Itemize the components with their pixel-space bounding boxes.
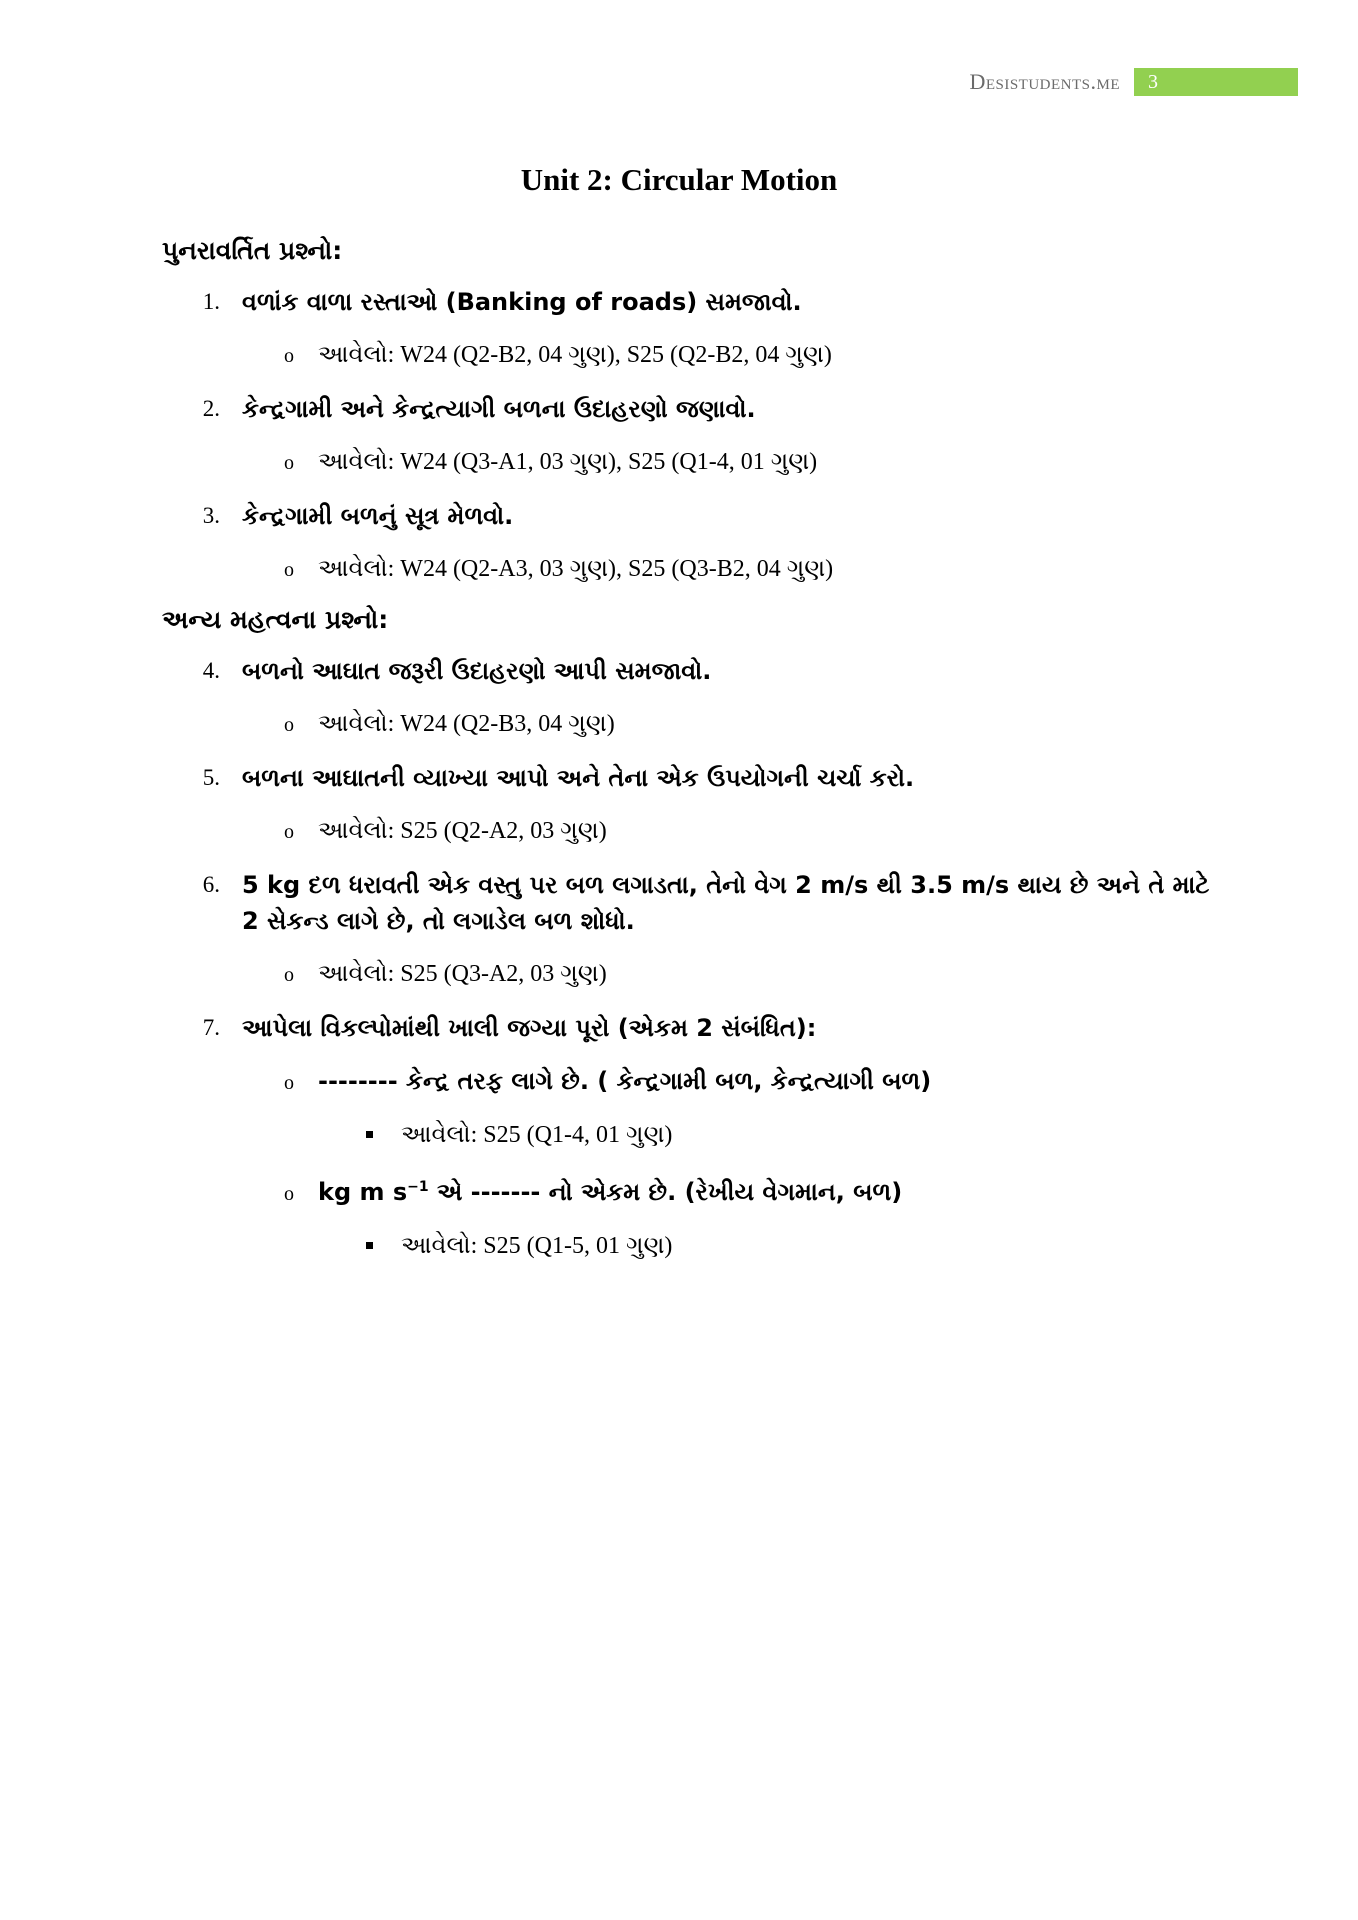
blank-text [318,1170,902,1209]
question-text: બળનો આઘાત જરૂરી ઉદાહરણો આપી સમજાવો. [242,657,712,685]
circle-bullet-icon: o [284,1072,294,1094]
circle-bullet-icon: o [284,821,294,843]
asked-text: આવેલો: S25 (Q1-4, 01 ગુણ) [401,1122,673,1148]
circle-bullet-icon: o [284,559,294,581]
page-number: 3 [1134,68,1298,96]
site-name: Desistudents.me [969,69,1120,94]
question-item [162,653,1222,689]
question-text: વળાંક વાળા રસ્તાઓ (Banking of roads) સમજાવો. [242,288,802,316]
section-heading-important: અન્ય મહત્વના પ્રશ્નો: [162,605,389,634]
asked-item [284,957,1222,992]
square-bullet-icon [366,1242,373,1249]
circle-bullet-icon: o [284,345,294,367]
section-heading-repeated: પુનરાવર્તિત પ્રશ્નો: [162,236,343,265]
asked-text: આવેલો: W24 (Q2-B2, 04 ગુણ), S25 (Q2-B2, 04 ગુણ) [318,342,832,368]
unit-superscript: −1 [407,1179,429,1195]
page-title: Unit 2: Circular Motion [520,162,838,197]
question-text: 5 kg દળ ધરાવતી એક વસ્તુ પર બળ લગાડતા, તેનો વેગ 2 m/s થી 3.5 m/s થાય છે અને તે માટે 2 સેકન્ડ લાગે છે, તો લગાડેલ બળ શોધો. [242,871,1210,935]
unit-text: kg m s [318,1178,408,1206]
asked-item [284,814,1222,849]
question-text: કેન્દ્રગામી બળનું સૂત્ર મેળવો. [242,502,514,530]
question-number: 6. [202,872,220,897]
question-number: 5. [202,765,220,790]
circle-bullet-icon: o [284,964,294,986]
asked-text: આવેલો: S25 (Q1-5, 01 ગુણ) [401,1233,673,1259]
asked-text: આવેલો: W24 (Q3-A1, 03 ગુણ), S25 (Q1-4, 01 ગુણ) [318,449,818,475]
asked-text: આવેલો: W24 (Q2-A3, 03 ગુણ), S25 (Q3-B2, 04 ગુણ) [318,556,834,582]
blank-item [284,1064,1222,1100]
circle-bullet-icon: o [284,452,294,474]
question-item [162,391,1222,427]
question-number: 4. [202,658,220,683]
asked-item [284,445,1222,480]
question-item-fill-blanks [162,1010,1222,1046]
asked-item [284,707,1222,742]
question-item [162,760,1222,796]
square-bullet-icon [366,1131,373,1138]
question-text: કેન્દ્રગામી અને કેન્દ્રત્યાગી બળના ઉદાહરણો જણાવો. [242,395,756,423]
asked-item [366,1118,1222,1152]
asked-item [284,552,1222,587]
blank-item [284,1170,1222,1211]
asked-text: આવેલો: S25 (Q3-A2, 03 ગુણ) [318,961,607,987]
circle-bullet-icon: o [284,1183,294,1205]
page-header [969,68,1298,96]
asked-item [366,1229,1222,1263]
question-number: 7. [202,1015,220,1040]
circle-bullet-icon: o [284,714,294,736]
blank-remainder: એ ------- નો એકમ છે. (રેખીય વેગમાન, બળ) [428,1178,903,1206]
question-text: બળના આઘાતની વ્યાખ્યા આપો અને તેના એક ઉપયોગની ચર્ચા કરો. [242,764,915,792]
question-item [162,498,1222,534]
question-number: 1. [202,289,220,314]
asked-item [284,338,1222,373]
asked-text: આવેલો: W24 (Q2-B3, 04 ગુણ) [318,711,615,737]
question-item [162,284,1222,320]
blank-text: -------- કેન્દ્ર તરફ લાગે છે. ( કેન્દ્રગામી બળ, કેન્દ્રત્યાગી બળ) [318,1067,932,1095]
document-body [162,236,1222,1281]
question-number: 3. [202,503,220,528]
question-item [162,867,1222,939]
question-number: 2. [202,396,220,421]
question-text: આપેલા વિકલ્પોમાંથી ખાલી જગ્યા પૂરો (એકમ 2 સંબંધિત): [242,1014,817,1042]
asked-text: આવેલો: S25 (Q2-A2, 03 ગુણ) [318,818,607,844]
